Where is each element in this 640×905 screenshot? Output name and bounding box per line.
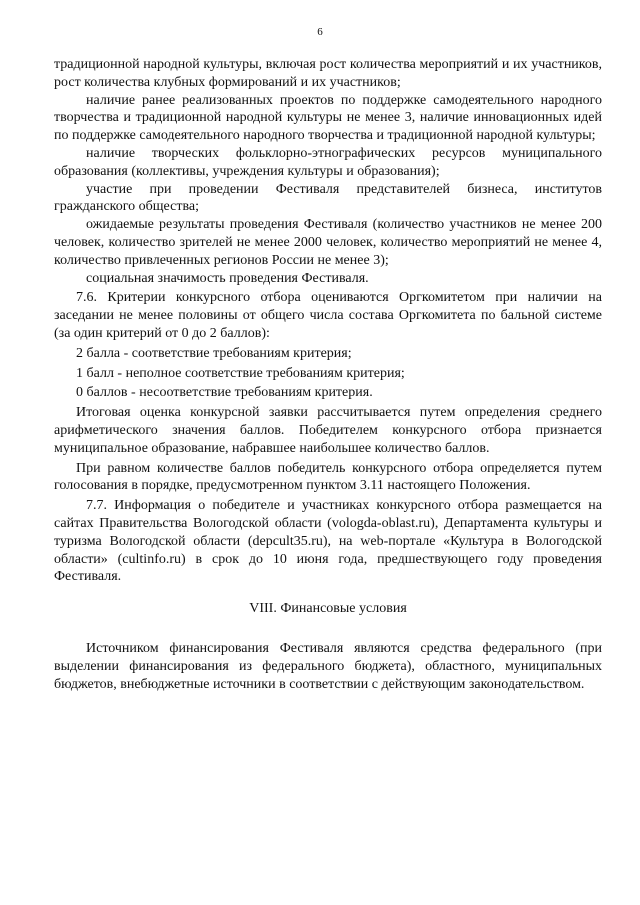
paragraph-equal-score: При равном количестве баллов победитель конкурсного отбора определяется путем голосования в порядке, предусмотренном пунктом 3.11 настоящего Положения.	[54, 460, 602, 494]
paragraph-7-6: 7.6. Критерии конкурсного отбора оцениваются Оргкомитетом при наличии на заседании не менее половины от общего числа состава Оргкомитета по бальной системе (за один критерий от 0 до 2 баллов):	[54, 290, 602, 341]
page-number: 6	[317, 26, 323, 38]
score-2-points: 2 балла - соответствие требованиям критерия;	[76, 345, 352, 361]
paragraph-1: традиционной народной культуры, включая рост количества мероприятий и их участников, рост количества клубных формирований и их участников;	[54, 57, 602, 90]
paragraph-6: социальная значимость проведения Фестиваля.	[86, 270, 369, 286]
paragraph-final-score: Итоговая оценка конкурсной заявки рассчитывается путем определения среднего арифметического значения баллов. Победителем конкурсного отбора признается муниципальное образование, набравшее наибольшее количество баллов.	[54, 405, 602, 456]
paragraph-7-7: 7.7. Информация о победителе и участниках конкурсного отбора размещается на сайтах Правительства Вологодской области (vologda-oblast.ru), Департамента культуры и туризма Вологодской области (depcult35.ru), на web-портале «Культура в Вологодской области» (cultinfo.ru) в срок до 10 июня года, предшествующего году проведения Фестиваля.	[54, 498, 602, 585]
paragraph-financing: Источником финансирования Фестиваля являются средства федерального (при выделении финансирования из федерального бюджета), областного, муниципальных бюджетов, внебюджетные источники в соответствии с действующим законодательством.	[54, 640, 602, 692]
score-0-points: 0 баллов - несоответствие требованиям критерия.	[76, 385, 373, 401]
paragraph-5: ожидаемые результаты проведения Фестиваля (количество участников не менее 200 человек, количество зрителей не менее 2000 человек, количество мероприятий не менее 4, количество привлеченных регионов России не менее 3);	[54, 217, 602, 268]
paragraph-3: наличие творческих фольклорно-этнографических ресурсов муниципального образования (коллективы, учреждения культуры и образования);	[54, 145, 602, 179]
score-1-point: 1 балл - неполное соответствие требованиям критерия;	[76, 365, 405, 381]
paragraph-4: участие при проведении Фестиваля представителей бизнеса, институтов гражданского общества;	[54, 181, 602, 215]
section-heading: VIII. Финансовые условия	[249, 601, 407, 617]
paragraph-2: наличие ранее реализованных проектов по поддержке самодеятельного народного творчества и традиционной народной культуры не менее 3, наличие инновационных идей по поддержке самодеятельного народного творчества и традиционной народной культуры;	[54, 92, 602, 144]
document-body	[54, 56, 602, 693]
